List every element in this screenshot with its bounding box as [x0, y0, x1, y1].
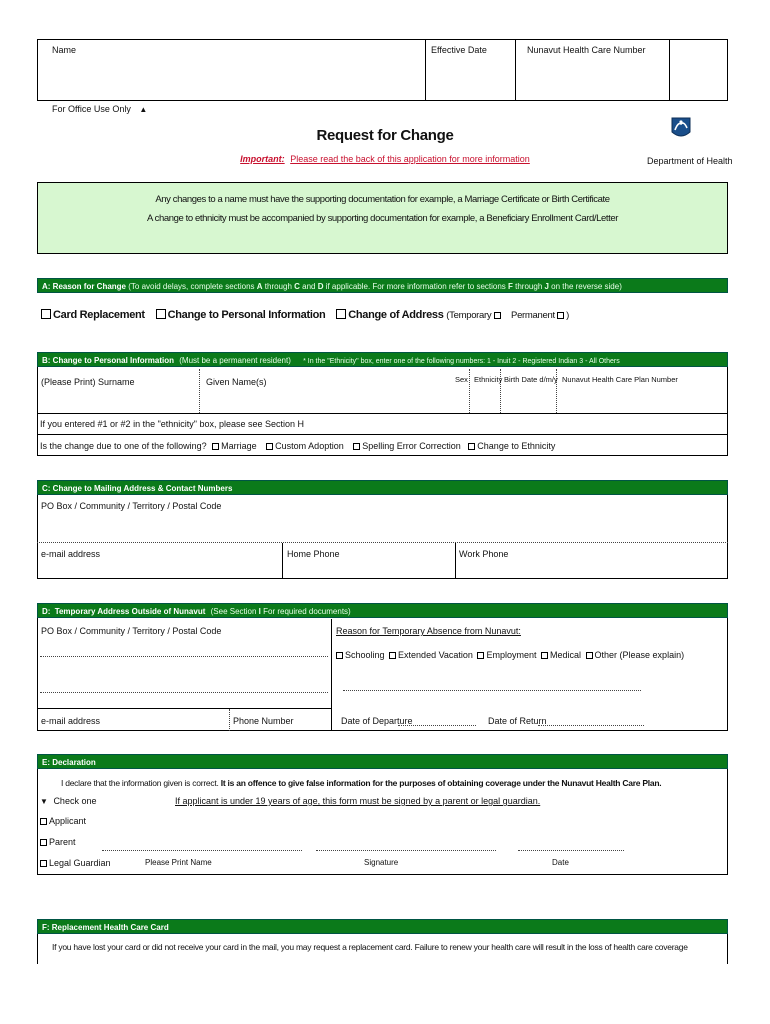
- checkbox[interactable]: [336, 309, 346, 319]
- d-email-field[interactable]: [38, 710, 228, 730]
- checkbox[interactable]: [41, 309, 51, 319]
- d-address-field[interactable]: [38, 638, 330, 706]
- notice-line-1: Any changes to a name must have the supporting documentation for example, a Marriage Certificate or Birth Certificate: [155, 194, 610, 205]
- sex-label: Sex: [455, 375, 468, 384]
- employment-option[interactable]: Employment: [477, 650, 536, 660]
- signature-caption: Signature: [364, 858, 399, 867]
- c-email-label: e-mail address: [41, 549, 101, 559]
- d-reason-label: Reason for Temporary Absence from Nunavut:: [336, 626, 521, 636]
- extended-vacation-option[interactable]: Extended Vacation: [389, 650, 473, 660]
- name-label: Name: [52, 45, 77, 55]
- notice-line-2: A change to ethnicity must be accompanied by supporting documentation for example, a Beneficiary Enrollment Card/Letter: [147, 213, 618, 224]
- given-name-label: Given Name(s): [206, 377, 267, 387]
- print-name-caption: Please Print Name: [145, 858, 212, 867]
- date-caption: Date: [552, 858, 569, 867]
- custom-adoption-option[interactable]: Custom Adoption: [266, 441, 344, 451]
- health-card-number-label: Nunavut Health Care Number: [527, 45, 646, 55]
- parent-option[interactable]: Parent: [40, 837, 76, 847]
- c-home-phone-label: Home Phone: [287, 549, 340, 559]
- effective-date-label: Effective Date: [431, 45, 487, 55]
- card-replacement-option[interactable]: Card Replacement: [41, 309, 145, 321]
- change-reason-question: Is the change due to one of the following? Marriage Custom Adoption Spelling Error Correction Change to Ethnicity: [40, 441, 556, 451]
- schooling-option[interactable]: Schooling: [336, 650, 385, 660]
- office-use-label: For Office Use Only ▲: [52, 104, 148, 114]
- reason-options: Card Replacement Change to Personal Information Change of Address (Temporary Permanent ): [41, 309, 569, 321]
- down-arrow-icon: ▼: [40, 797, 48, 806]
- department-label: Department of Health: [647, 156, 733, 166]
- d-email-label: e-mail address: [41, 716, 101, 726]
- check-one-label: ▼ Check one: [40, 796, 97, 806]
- given-name-field[interactable]: [200, 388, 468, 412]
- effective-date-field[interactable]: [426, 58, 514, 100]
- marriage-option[interactable]: Marriage: [212, 441, 257, 451]
- change-address-option[interactable]: Change of Address: [336, 309, 443, 321]
- d-phone-field[interactable]: [231, 710, 330, 730]
- print-name-field[interactable]: [102, 836, 302, 850]
- d-po-box-label: PO Box / Community / Territory / Postal Code: [41, 626, 222, 636]
- c-work-phone-label: Work Phone: [459, 549, 509, 559]
- ethnicity-note: If you entered #1 or #2 in the "ethnicity" box, please see Section H: [40, 419, 305, 429]
- declaration-text: I declare that the information given is correct. It is an offence to give false information for the purposes of obtaining coverage under the Nunavut Health Care Plan.: [61, 778, 662, 788]
- header-divider: [669, 39, 670, 101]
- change-personal-option[interactable]: Change to Personal Information: [156, 309, 326, 321]
- surname-label: (Please Print) Surname: [41, 377, 135, 387]
- permanent-checkbox[interactable]: [557, 312, 564, 319]
- replacement-card-text: If you have lost your card or did not receive your card in the mail, you may request a replacement card. Failure to renew your health care will result in the loss of health care coverage: [52, 942, 688, 952]
- d-departure-label: Date of Departure: [341, 716, 413, 726]
- checkbox[interactable]: [156, 309, 166, 319]
- applicant-option[interactable]: Applicant: [40, 816, 86, 826]
- d-return-label: Date of Return: [488, 716, 547, 726]
- birth-date-label: Birth Date d/m/y: [504, 375, 558, 384]
- c-po-box-label: PO Box / Community / Territory / Postal Code: [41, 501, 222, 511]
- nunavut-logo: [670, 114, 692, 140]
- name-field[interactable]: [38, 58, 424, 100]
- d-other-explain-field[interactable]: [343, 676, 641, 690]
- section-e-header: E: Declaration: [37, 754, 728, 769]
- c-email-field[interactable]: [38, 561, 281, 578]
- surname-field[interactable]: [38, 388, 198, 412]
- section-c-header: C: Change to Mailing Address & Contact Numbers: [37, 480, 728, 495]
- section-d-header: D: Temporary Address Outside of Nunavut (See Section I For required documents): [37, 603, 728, 618]
- under-19-note: If applicant is under 19 years of age, this form must be signed by a parent or legal guardian.: [175, 796, 541, 806]
- section-b-divider: [37, 434, 728, 435]
- health-card-number-field[interactable]: [516, 58, 668, 100]
- office-use-arrow-icon: ▲: [139, 105, 148, 114]
- d-reason-options: [336, 650, 684, 660]
- section-b-divider: [37, 413, 728, 414]
- c-work-phone-field[interactable]: [456, 561, 727, 578]
- important-note: Important: Please read the back of this application for more information: [240, 154, 530, 164]
- temporary-checkbox[interactable]: [494, 312, 501, 319]
- c-home-phone-field[interactable]: [283, 561, 454, 578]
- other-option[interactable]: Other (Please explain): [586, 650, 685, 660]
- spelling-correction-option[interactable]: Spelling Error Correction: [353, 441, 461, 451]
- medical-option[interactable]: Medical: [541, 650, 581, 660]
- d-return-field[interactable]: [538, 713, 644, 725]
- d-departure-field[interactable]: [398, 713, 476, 725]
- page-title: Request for Change: [316, 127, 454, 144]
- legal-guardian-option[interactable]: Legal Guardian: [40, 858, 111, 868]
- d-phone-label: Phone Number: [233, 716, 294, 726]
- date-field[interactable]: [518, 836, 624, 850]
- ethnicity-label: Ethnicity: [474, 375, 503, 384]
- plan-number-label: Nunavut Health Care Plan Number: [562, 375, 678, 384]
- section-f-header: F: Replacement Health Care Card: [37, 919, 728, 934]
- signature-field[interactable]: [316, 836, 496, 850]
- c-address-field[interactable]: [38, 513, 727, 541]
- change-ethnicity-option[interactable]: Change to Ethnicity: [468, 441, 555, 451]
- section-a-header: A: Reason for Change (To avoid delays, complete sections A through C and D if applicable. For more information refer to sections F through J on the reverse side): [37, 278, 728, 293]
- section-b-header: B: Change to Personal Information (Must be a permanent resident) * In the "Ethnicity" box, enter one of the following numbers: 1 - Inuit 2 - Registered Indian 3 - All Others: [37, 352, 728, 367]
